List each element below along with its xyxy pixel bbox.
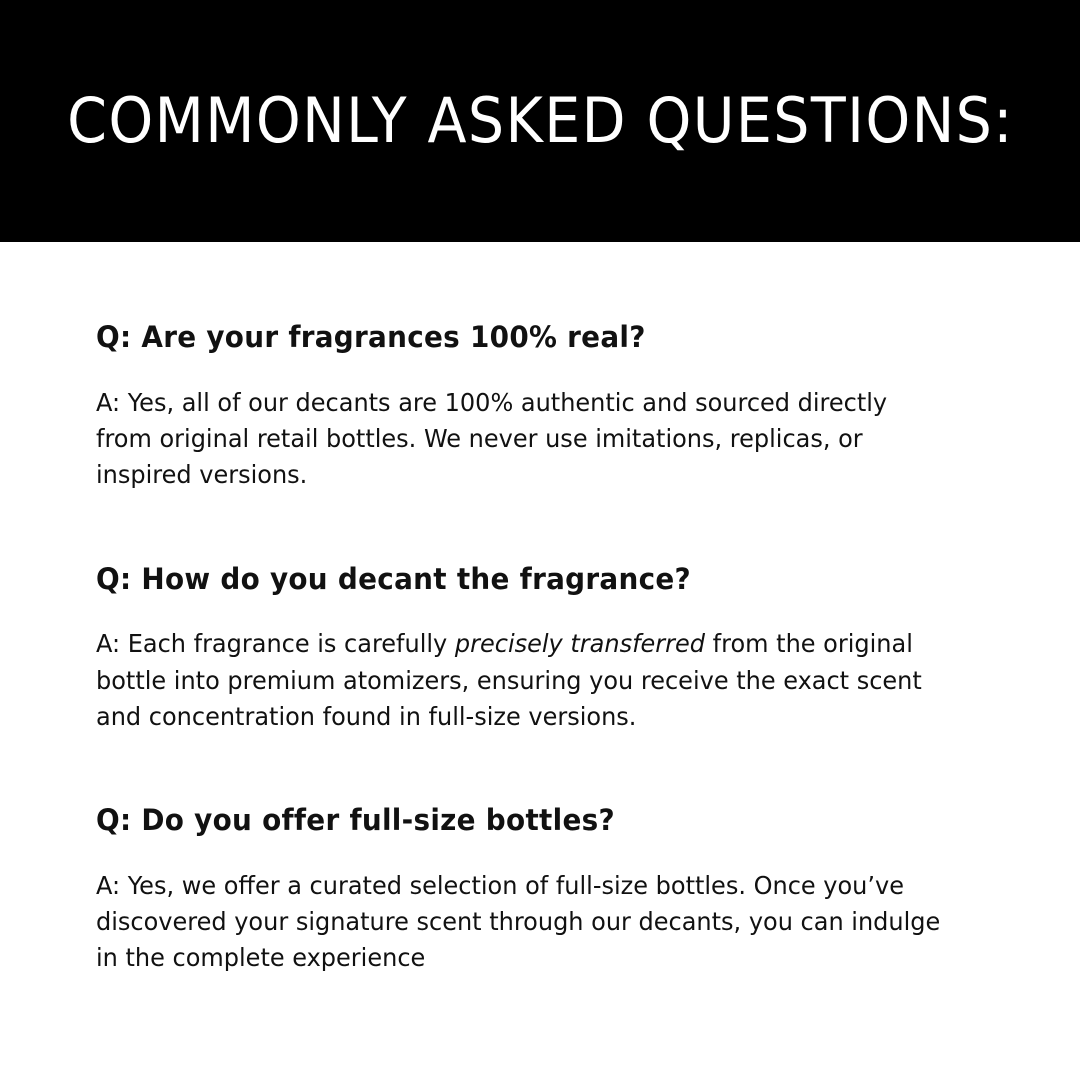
- header-banner: [0, 0, 1080, 242]
- faq-answer-emphasis: precisely transferred: [454, 629, 706, 659]
- faq-question: Q: Are your fragrances 100% real?: [96, 320, 646, 354]
- faq-question: Q: How do you decant the fragrance?: [96, 561, 692, 596]
- faq-item: [96, 242, 984, 494]
- faq-question: Q: Do you offer full-size bottles?: [96, 803, 615, 838]
- faq-answer-text: A: Yes, all of our decants are 100% authentic and sourced directly from original retail bottles. We never use imitations, replicas, or inspired versions.: [96, 387, 888, 490]
- faq-answer: [96, 868, 948, 977]
- page-title: COMMONLY ASKED QUESTIONS:: [66, 84, 1014, 157]
- faq-answer: [96, 385, 948, 494]
- faq-answer-text: A: Yes, we offer a curated selection of full-size bottles. Once you’ve discovered your signature scent through our decants, you can indulge in the complete experience: [96, 870, 941, 973]
- faq-list: [0, 242, 1080, 977]
- faq-item: [96, 494, 984, 736]
- faq-answer-text: A: Each fragrance is carefully: [96, 629, 455, 659]
- faq-answer: [96, 626, 948, 735]
- faq-answer-text-cont: from the original bottle into premium atomizers, ensuring you receive the exact scent and concentration found in full-size versions.: [96, 629, 922, 731]
- faq-item: [96, 735, 984, 977]
